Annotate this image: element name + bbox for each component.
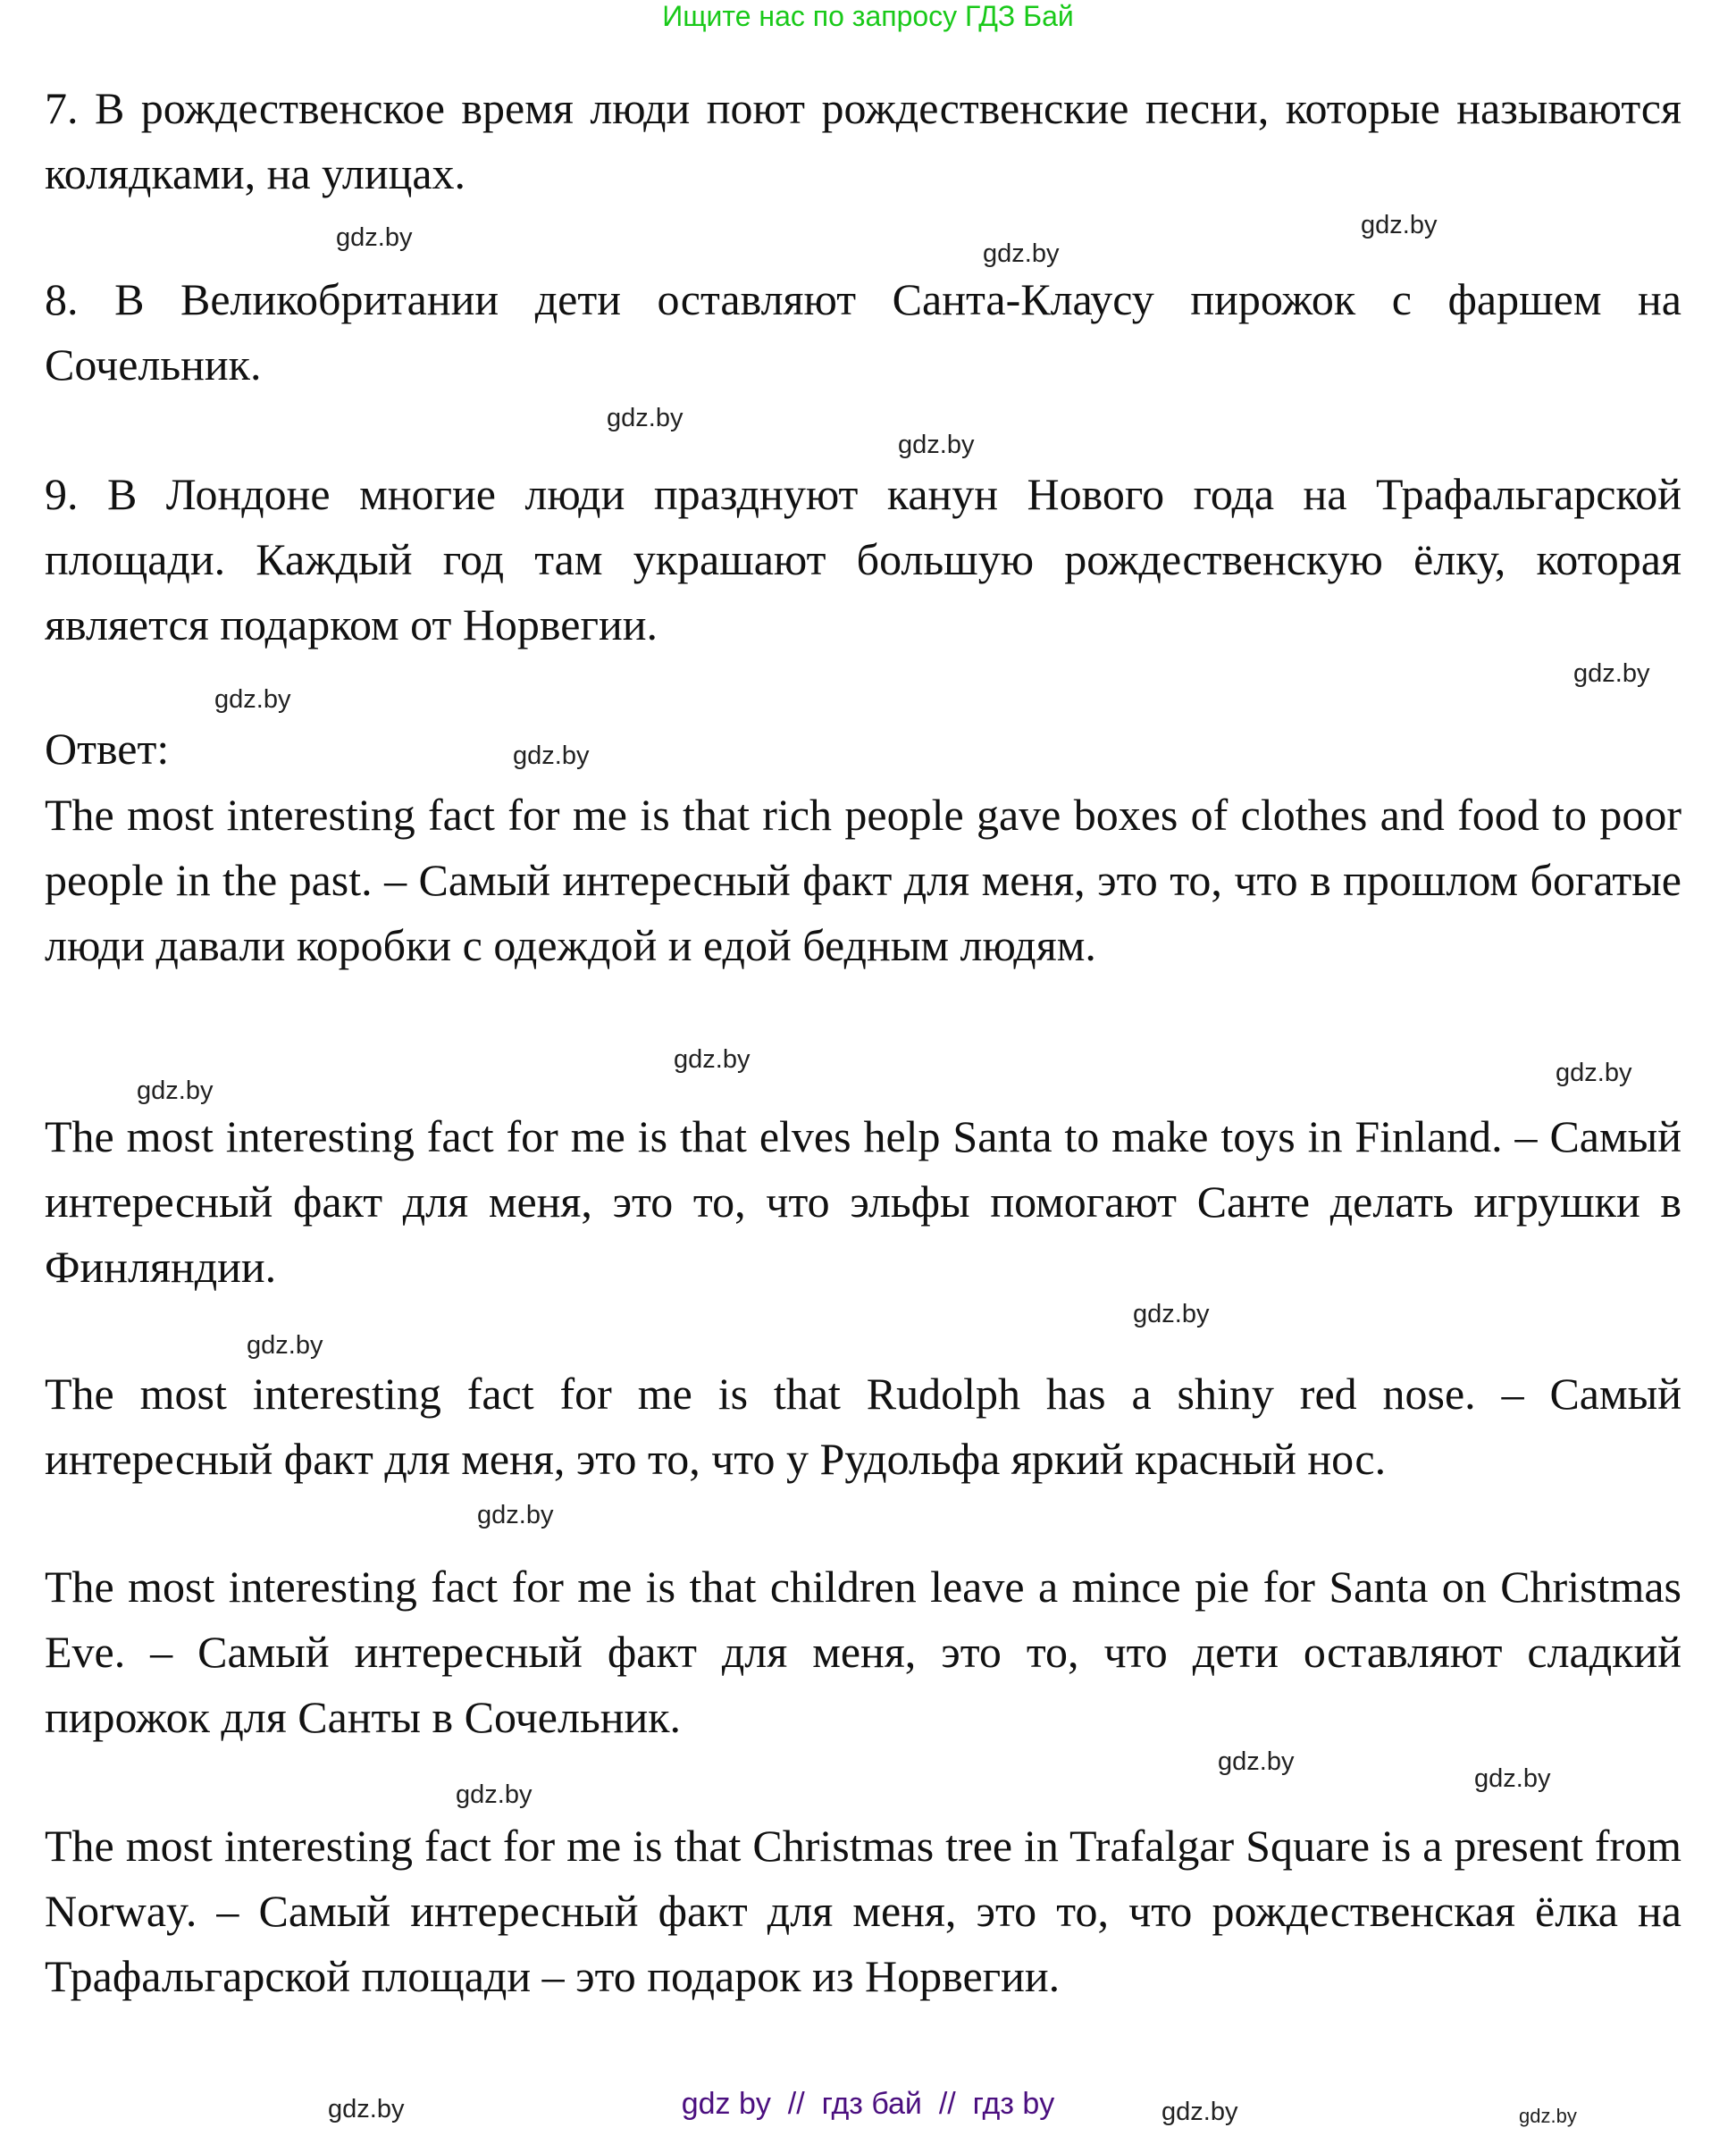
question-8: 8. В Великобритании дети оставляют Санта-Клаусу пирожок с фаршем на Сочельник. (45, 274, 1681, 390)
watermark: gdz.by (477, 1501, 554, 1529)
watermark: gdz.by (1556, 1059, 1632, 1087)
watermark: gdz.by (674, 1045, 751, 1074)
footer-links[interactable]: gdz by // гдз бай // гдз by (681, 2087, 1055, 2121)
watermark: gdz.by (336, 223, 413, 252)
answer-5: The most interesting fact for me is that Christmas tree in Trafalgar Square is a present from Norway. – Самый интересный факт для меня, это то, что рождественская ёлка на Трафальгарской площади – это подарок из Норвегии. (45, 1821, 1681, 2001)
answer-1: The most interesting fact for me is that rich people gave boxes of clothes and food to poor people in the past. – Самый интересный факт для меня, это то, что в прошлом богатые люди давали коробки с одеждой и едой бедным людям. (45, 790, 1681, 970)
watermark: gdz.by (983, 239, 1060, 268)
answer-label: Ответ: (45, 724, 170, 774)
question-7: 7. В рождественское время люди поют рождественские песни, которые называются колядками, на улицах. (45, 83, 1681, 198)
watermark: gdz.by (513, 741, 590, 770)
watermark: gdz.by (247, 1331, 323, 1360)
watermark: gdz.by (898, 431, 975, 459)
watermark: gdz.by (607, 404, 683, 432)
watermark: gdz.by (214, 685, 291, 714)
answer-3: The most interesting fact for me is that Rudolph has a shiny red nose. – Самый интересный факт для меня, это то, что у Рудольфа яркий красный нос. (45, 1369, 1681, 1484)
watermark: gdz.by (1361, 211, 1438, 239)
watermark: gdz.by (328, 2095, 405, 2123)
answer-4: The most interesting fact for me is that children leave a mince pie for Santa on Christmas Eve. – Самый интересный факт для меня, это то, что дети оставляют сладкий пирожок для Санты в Сочельник. (45, 1562, 1681, 1742)
watermark: gdz.by (1474, 1764, 1551, 1793)
watermark: gdz.by (1133, 1300, 1210, 1328)
watermark: gdz.by (1573, 659, 1650, 688)
watermark: gdz.by (1519, 2105, 1577, 2127)
question-9: 9. В Лондоне многие люди празднуют канун Нового года на Трафальгарской площади. Каждый год там украшают большую рождественскую ёлку, которая является подарком от Норвегии. (45, 469, 1681, 649)
watermark: gdz.by (1218, 1747, 1295, 1776)
promo-header: Ищите нас по запросу ГДЗ Бай (662, 0, 1074, 32)
answer-2: The most interesting fact for me is that elves help Santa to make toys in Finland. – Самый интересный факт для меня, это то, что эльфы помогают Санте делать игрушки в Финляндии. (45, 1111, 1681, 1292)
watermark: gdz.by (456, 1780, 533, 1809)
watermark: gdz.by (1162, 2098, 1238, 2126)
watermark: gdz.by (137, 1076, 214, 1105)
